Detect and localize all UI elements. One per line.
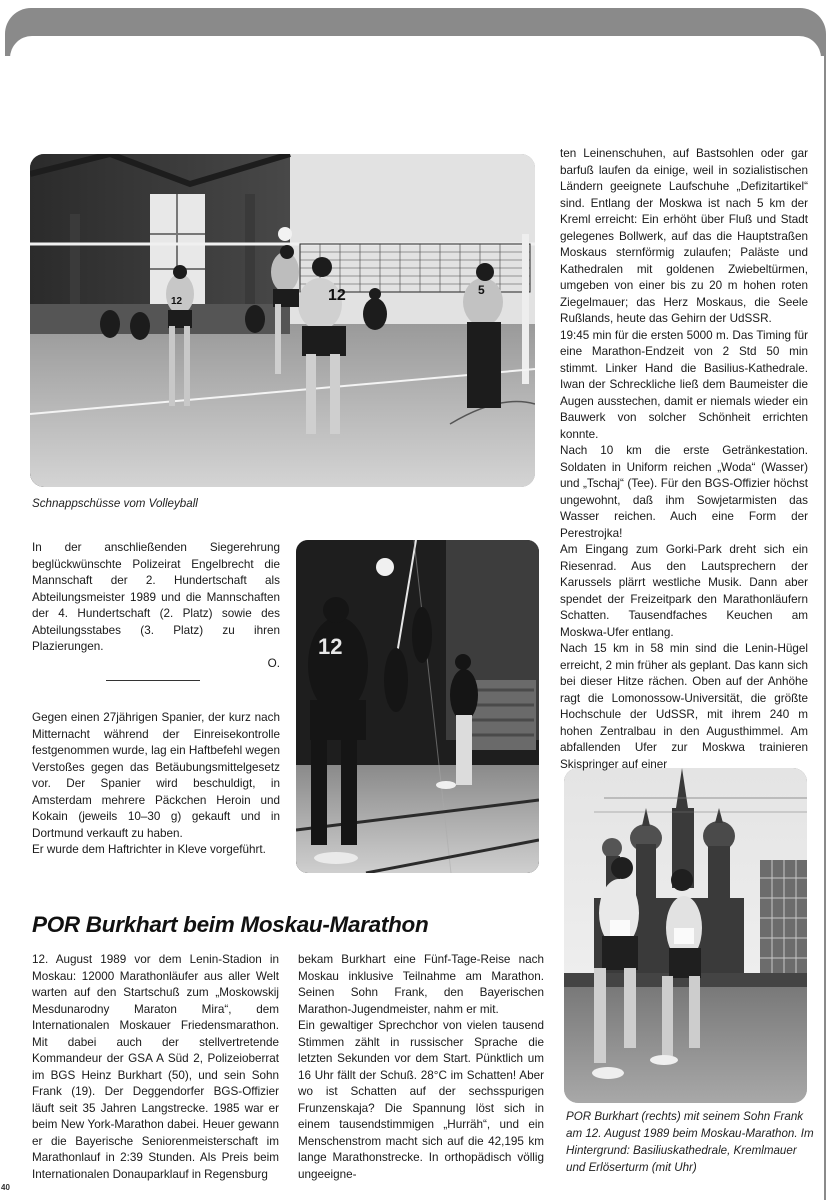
jersey-number-5: 5: [478, 283, 485, 297]
page-border: [824, 40, 826, 1200]
page-number: 40: [1, 1183, 10, 1192]
volleyball-caption: Schnappschüsse vom Volleyball: [32, 497, 198, 510]
marathon-photo: [564, 768, 807, 1103]
paragraph: Nach 15 km in 58 min sind die Lenin-Hügel erreicht, 2 min früher als geplant. Das kann sich bei dieser Hitze rächen. Oben auf der Anhöhe ragt die Lomonossow-Universität, die größte Hochschule der UdSSR, mit ihrem 240 m hohen Zentralbau in den Augusthimmel. Am abfallenden Ufer zur Moskwa trainieren Skispringer auf einer: [560, 642, 808, 771]
jersey-number-12-photo2: 12: [318, 634, 343, 659]
jersey-number-12-front: 12: [328, 287, 346, 304]
volleyball-ceremony-text: [32, 540, 280, 672]
paragraph: 12. August 1989 vor dem Lenin-Stadion in Moskau: 12000 Marathonläufer aus aller Welt warten auf den Startschuß zum „Moskowskij Mesdunarodny Maraton Mira“, dem Internationalen Moskauer Friedensmarathon. Mit dabei auch der stellvertretende Kommandeur der GSA A Süd 2, Polizeioberrat im BGS Heinz Burkhart (50), und sein Sohn Frank (19). Der Deggendorfer BGS-Offizier läuft seit 35 Jahren Langstrecke. 1985 war er beim New York-Marathon dabei. Heuer gewann er die Bayerische Seniorenmeisterschaft im Marathonlauf in 2:39 Stunden. Als Preis beim Internationalen Donauparklauf in Regensburg: [32, 953, 279, 1181]
volleyball-photo-main: [30, 154, 535, 487]
paragraph: bekam Burkhart eine Fünf-Tage-Reise nach Moskau inklusive Teilnahme am Marathon. Seinen Sohn Frank, den Bayerischen Marathon-Jugendmeister, nahm er mit.: [298, 953, 544, 1016]
article-column-1: [32, 952, 279, 1183]
paragraph: ten Leinenschuhen, auf Bastsohlen oder gar barfuß laufen da einige, weil in sozialistischen Ländern geeignete Laufschuhe „Defizitartikel“ sind. Entlang der Moskwa ist nach 5 km der Kreml erreicht: Ein erhöht über Fluß und Stadt gelegenes Bollwerk, auf das die Hauptstraßen Moskaus sternförmig zulaufen; Paläste und Kathedralen mit goldenen Zwiebeltürmen, umgeben von einer bis zu 20 m hohen roten Ziegelmauer; das Herz Moskaus, die Seele Rußlands, heute das Gehirn der UdSSR.: [560, 147, 808, 325]
jersey-number-12-back: 12: [171, 296, 183, 307]
article-column-2: [298, 952, 544, 1183]
moscow-article-continuation: [560, 146, 808, 773]
paragraph: Nach 10 km die erste Getränkestation. Soldaten in Uniform reichen „Woda“ (Wasser) und „Tschaj“ (Tee). Für den BGS-Offizier höchst ungewohnt, daß ihm Sowjetarmisten das Wasser reichen. Auch eine Form der Perestrojka!: [560, 444, 808, 540]
paragraph: 19:45 min für die ersten 5000 m. Das Timing für eine Marathon-Endzeit von 2 Std 50 min stimmt. Linker Hand die Basilius-Kathedrale. Iwan der Schreckliche ließ dem Baumeister die Augen ausstechen, damit er niemals wieder ein Bauwerk von solcher Schönheit errichten konnte.: [560, 328, 808, 441]
author-signature: O.: [267, 656, 280, 670]
paragraph: In der anschließenden Siegerehrung beglückwünschte Polizeirat Engelbrecht die Mannschaft der 2. Hundertschaft als Abteilungsmeister 1989 und die Mannschaften der 4. Hundertschaft (2. Platz) sowie des Abteilungsstabes (3. Platz) zu ihren Plazierungen.: [32, 541, 280, 653]
volleyball-photo-jump: [296, 540, 539, 873]
paragraph: Gegen einen 27jährigen Spanier, der kurz nach Mitternacht während der Einreisekontrolle festgenommen wurde, lag ein Haftbefehl wegen Verstoßes gegen das Betäubungsmittelgesetz vor. Der Spanier wird beschuldigt, in Amsterdam mehrere Päckchen Heroin und Kokain (jeweils 10–30 g) gekauft und in Dortmund verkauft zu haben.: [32, 711, 280, 840]
marathon-caption: POR Burkhart (rechts) mit seinem Sohn Frank am 12. August 1989 beim Moskau-Marathon. Im Hintergrund: Basiliuskathedrale, Kremlmauer und Erlöserturm (mit Uhr): [566, 1110, 814, 1174]
arrest-notice-text: [32, 710, 280, 859]
article-headline: POR Burkhart beim Moskau-Marathon: [32, 912, 429, 937]
section-divider: [106, 680, 200, 681]
paragraph: Ein gewaltiger Sprechchor von vielen tausend Stimmen zählt in russischer Sprache die letzten Sekunden vor dem Start. Pünktlich um 16 Uhr fällt der Schuß. 28°C im Schatten! Aber wo ist Schatten auf der sechsspurigen Frunzenskaja? Die Spannung löst sich in einem tausendstimmigen „Hurräh“, und ein Menschenstrom macht sich auf die 42,195 km lange Marathonstrecke. In orthopädisch völlig ungeeigne-: [298, 1019, 544, 1181]
paragraph: Am Eingang zum Gorki-Park dreht sich ein Riesenrad. Aus den Lautsprechern der Karussels plärrt westliche Musik. Dann aber spendet der Freizeitpark den Marathonläufern Schatten. Tausendfaches Keuchen am Moskwa-Ufer entlang.: [560, 543, 808, 639]
paragraph: Er wurde dem Haftrichter in Kleve vorgeführt.: [32, 843, 266, 856]
